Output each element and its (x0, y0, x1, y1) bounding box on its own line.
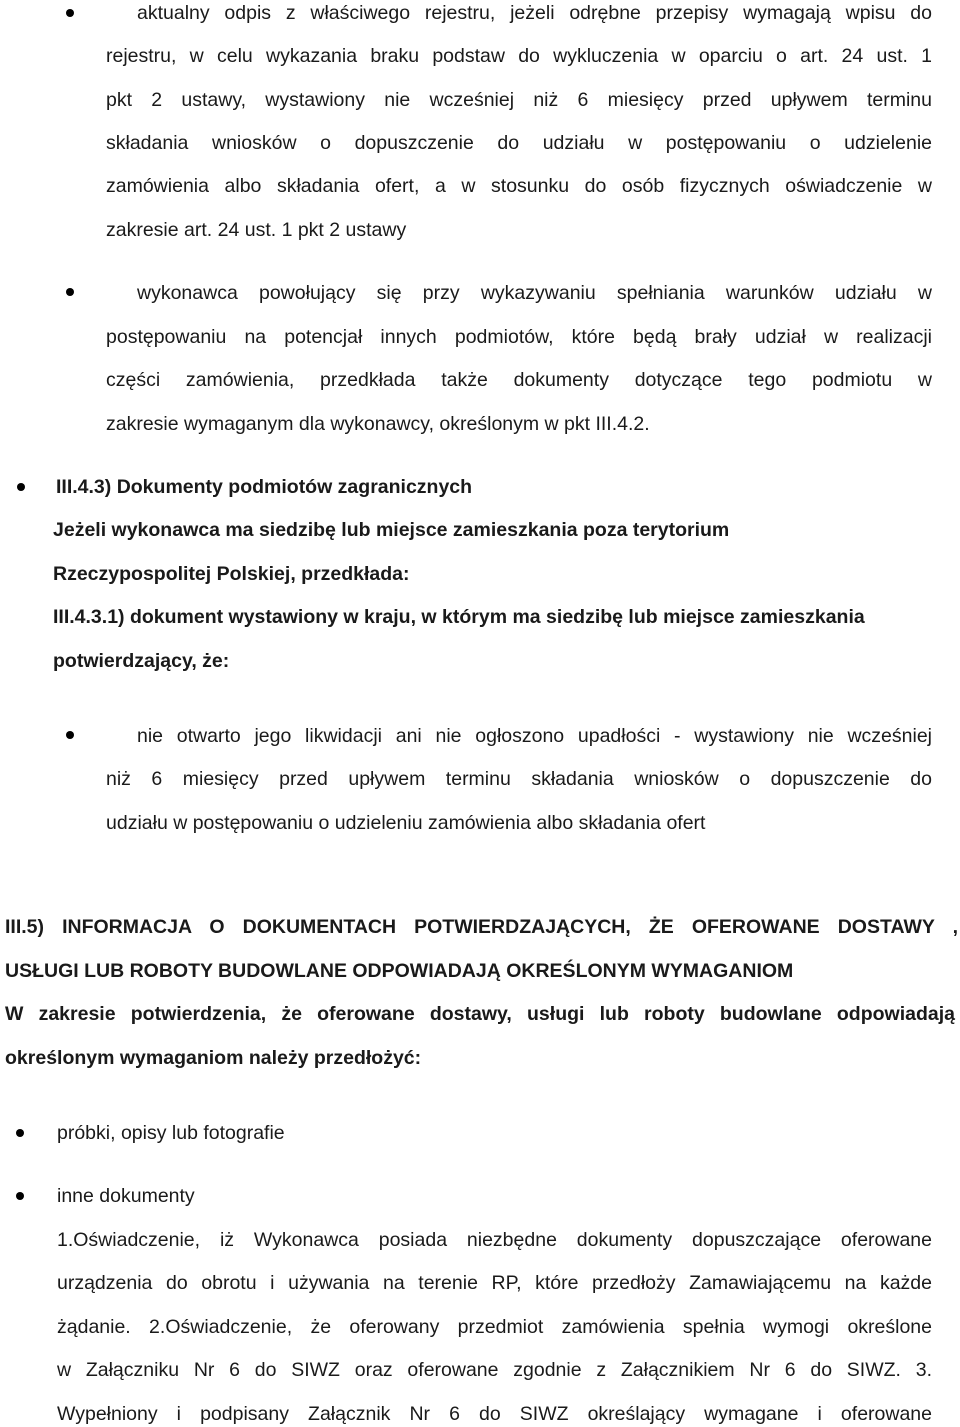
text-line: zakresie wymaganym dla wykonawcy, określonym w pkt III.4.2. (106, 413, 650, 435)
section-heading: III.4.3) Dokumenty podmiotów zagranicznych (56, 476, 473, 498)
list-item: inne dokumenty (57, 1185, 195, 1207)
text-line: postępowaniu na potencjał innych podmiotów, które będą brały udział w realizacji (106, 326, 932, 348)
text-line: pkt 2 ustawy, wystawiony nie wcześniej niż 6 miesięcy przed upływem terminu (106, 89, 932, 111)
text-line: W zakresie potwierdzenia, że oferowane dostawy, usługi lub roboty budowlane odpowiadają (5, 1003, 955, 1025)
bullet-4 (66, 731, 74, 739)
text-line: części zamówienia, przedkłada także dokumenty dotyczące tego podmiotu w (106, 369, 932, 391)
text-line: udziału w postępowaniu o udzieleniu zamówienia albo składania ofert (106, 812, 706, 834)
list-item: próbki, opisy lub fotografie (57, 1122, 285, 1144)
text-line: żądanie. 2.Oświadczenie, że oferowany przedmiot zamówienia spełnia wymogi określone (57, 1316, 932, 1338)
text-line: zamówienia albo składania ofert, a w stosunku do osób fizycznych oświadczenie w (106, 175, 932, 197)
text-line: rejestru, w celu wykazania braku podstaw do wykluczenia w oparciu o art. 24 ust. 1 (106, 45, 932, 67)
text-line: 1.Oświadczenie, iż Wykonawca posiada niezbędne dokumenty dopuszczające oferowane (57, 1229, 932, 1251)
bullet-1 (66, 9, 74, 17)
text-line: niż 6 miesięcy przed upływem terminu składania wniosków o dopuszczenie do (106, 768, 932, 790)
section-heading: USŁUGI LUB ROBOTY BUDOWLANE ODPOWIADAJĄ OKREŚLONYM WYMAGANIOM (5, 960, 794, 982)
bullet-5 (16, 1129, 24, 1137)
text-line: Rzeczypospolitej Polskiej, przedkłada: (53, 563, 410, 585)
text-line: nie otwarto jego likwidacji ani nie ogłoszono upadłości - wystawiony nie wcześniej (137, 725, 932, 747)
text-line: składania wniosków o dopuszczenie do udziału w postępowaniu o udzielenie (106, 132, 932, 154)
section-heading: III.5) INFORMACJA O DOKUMENTACH POTWIERDZAJĄCYCH, ŻE OFEROWANE DOSTAWY , (5, 916, 958, 938)
text-line: Jeżeli wykonawca ma siedzibę lub miejsce zamieszkania poza terytorium (53, 519, 730, 541)
bullet-2 (66, 288, 74, 296)
text-line: zakresie art. 24 ust. 1 pkt 2 ustawy (106, 219, 407, 241)
bullet-6 (16, 1192, 24, 1200)
text-line: urządzenia do obrotu i używania na terenie RP, które przedłoży Zamawiającemu na każde (57, 1272, 932, 1294)
text-line: potwierdzający, że: (53, 650, 230, 672)
text-line: w Załączniku Nr 6 do SIWZ oraz oferowane zgodnie z Załącznikiem Nr 6 do SIWZ. 3. (57, 1359, 932, 1381)
text-line: wykonawca powołujący się przy wykazywaniu spełniania warunków udziału w (137, 282, 932, 304)
bullet-3 (17, 483, 25, 491)
text-line: aktualny odpis z właściwego rejestru, jeżeli odrębne przepisy wymagają wpisu do (137, 2, 932, 24)
text-line: Wypełniony i podpisany Załącznik Nr 6 do SIWZ określający wymagane i oferowane (57, 1403, 932, 1425)
text-line: określonym wymaganiom należy przedłożyć: (5, 1047, 422, 1069)
text-line: III.4.3.1) dokument wystawiony w kraju, w którym ma siedzibę lub miejsce zamieszkania (53, 606, 865, 628)
